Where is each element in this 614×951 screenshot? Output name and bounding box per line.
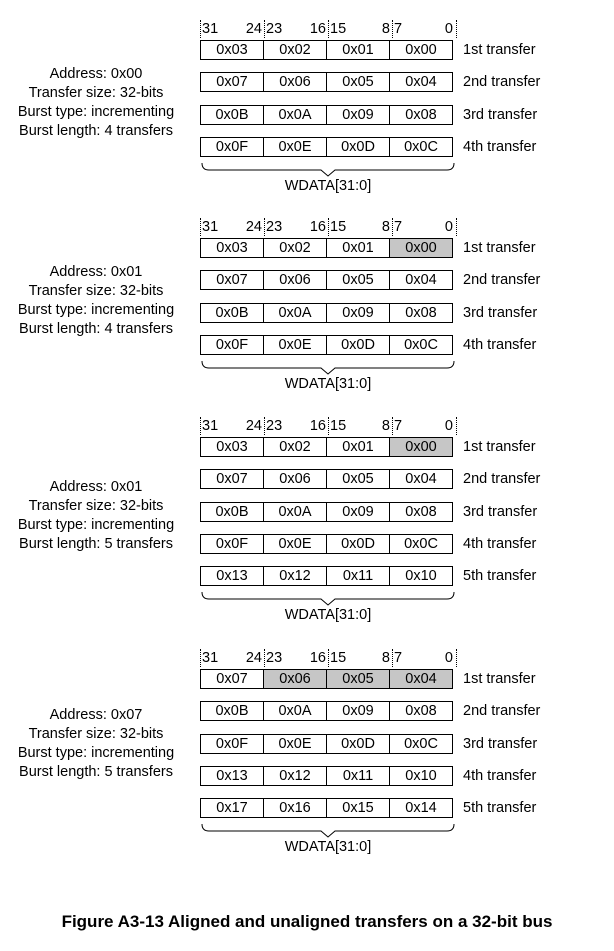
bit-number-label: 15 [330,418,347,434]
transfer-row [200,40,453,60]
byte-cell: 0x02 [263,437,327,457]
burst-type-text: Burst type: incrementing [17,745,175,761]
byte-lane-divider [392,218,393,236]
byte-cell: 0x02 [263,238,327,258]
bit-number-label: 7 [394,650,403,666]
byte-lane-divider [200,218,201,236]
bus-label: WDATA[31:0] [284,376,372,392]
bit-number-label: 23 [266,650,283,666]
byte-cell: 0x09 [326,701,390,721]
transfer-size-text: Transfer size: 32-bits [28,498,164,514]
bit-number-label: 7 [394,21,403,37]
bit-number-label: 24 [245,650,262,666]
bit-position-header [200,218,456,236]
transfer-label: 4th transfer [463,768,537,784]
transfer-row [200,72,453,92]
byte-cell: 0x0A [263,303,327,323]
bit-number-label: 16 [309,21,326,37]
byte-cell: 0x05 [326,270,390,290]
byte-cell: 0x00 [389,40,453,60]
byte-cell: 0x12 [263,766,327,786]
byte-cell-active: 0x06 [263,669,327,689]
byte-cell: 0x13 [200,766,264,786]
transfer-row [200,238,453,258]
byte-cell: 0x07 [200,72,264,92]
transfer-row [200,502,453,522]
byte-cell: 0x09 [326,105,390,125]
bit-number-label: 23 [266,219,283,235]
byte-cell: 0x0E [263,734,327,754]
byte-cell: 0x07 [200,469,264,489]
byte-cell: 0x0A [263,701,327,721]
byte-cell-active: 0x04 [389,669,453,689]
bit-number-label: 31 [202,21,219,37]
byte-lane-divider [328,218,329,236]
byte-cell: 0x0B [200,701,264,721]
byte-cell-active: 0x05 [326,669,390,689]
bit-number-label: 8 [381,219,390,235]
transfer-row [200,798,453,818]
figure-caption: Figure A3-13 Aligned and unaligned transfers on a 32-bit bus [61,912,553,931]
byte-cell: 0x0E [263,137,327,157]
transfer-row [200,335,453,355]
transfer-size-text: Transfer size: 32-bits [28,283,164,299]
byte-cell: 0x06 [263,469,327,489]
address-text: Address: 0x07 [49,707,143,723]
byte-lane-divider [392,20,393,38]
transfer-row [200,469,453,489]
byte-lane-divider [328,649,329,667]
transfer-row [200,105,453,125]
transfer-label: 4th transfer [463,139,537,155]
byte-cell: 0x05 [326,469,390,489]
transfer-row [200,437,453,457]
byte-cell: 0x10 [389,566,453,586]
burst-length-text: Burst length: 5 transfers [19,536,173,552]
transfer-row [200,566,453,586]
transfer-label: 2nd transfer [463,74,541,90]
bit-position-header [200,649,456,667]
byte-cell: 0x08 [389,502,453,522]
bit-number-label: 15 [330,21,347,37]
transfer-label: 3rd transfer [463,107,538,123]
byte-cell: 0x11 [326,566,390,586]
address-text: Address: 0x01 [49,264,143,280]
burst-type-text: Burst type: incrementing [17,517,175,533]
address-text: Address: 0x00 [49,66,143,82]
byte-lane-divider [264,649,265,667]
burst-description [0,478,192,554]
byte-cell: 0x08 [389,105,453,125]
byte-cell: 0x0A [263,502,327,522]
bit-position-header [200,417,456,435]
byte-cell: 0x0D [326,534,390,554]
byte-cell: 0x02 [263,40,327,60]
byte-cell: 0x0C [389,137,453,157]
transfer-size-text: Transfer size: 32-bits [28,726,164,742]
byte-cell: 0x09 [326,303,390,323]
transfer-label: 1st transfer [463,240,536,256]
bus-label: WDATA[31:0] [284,839,372,855]
byte-cell: 0x0C [389,734,453,754]
byte-cell: 0x0F [200,534,264,554]
byte-cell: 0x03 [200,40,264,60]
byte-cell: 0x11 [326,766,390,786]
byte-cell: 0x15 [326,798,390,818]
bit-number-label: 31 [202,418,219,434]
burst-type-text: Burst type: incrementing [17,302,175,318]
bit-number-label: 8 [381,21,390,37]
bit-number-label: 15 [330,219,347,235]
burst-description [0,263,192,339]
bit-number-label: 0 [444,650,453,666]
byte-cell: 0x04 [389,72,453,92]
transfer-label: 1st transfer [463,671,536,687]
byte-lane-divider [200,417,201,435]
bus-width-brace [201,824,455,838]
bit-number-label: 23 [266,21,283,37]
transfer-row [200,137,453,157]
burst-length-text: Burst length: 4 transfers [19,123,173,139]
byte-cell-active: 0x00 [389,238,453,258]
bit-number-label: 8 [381,418,390,434]
transfer-label: 3rd transfer [463,736,538,752]
byte-cell: 0x06 [263,72,327,92]
bit-number-label: 8 [381,650,390,666]
byte-cell: 0x0F [200,335,264,355]
byte-lane-divider [456,649,457,667]
transfer-row [200,701,453,721]
bit-number-label: 7 [394,219,403,235]
transfer-row [200,534,453,554]
transfer-label: 3rd transfer [463,504,538,520]
bit-number-label: 24 [245,21,262,37]
byte-lane-divider [456,417,457,435]
byte-cell: 0x17 [200,798,264,818]
byte-cell: 0x04 [389,469,453,489]
byte-lane-divider [328,417,329,435]
bus-width-brace [201,361,455,375]
byte-cell: 0x04 [389,270,453,290]
byte-cell: 0x0D [326,137,390,157]
byte-cell: 0x14 [389,798,453,818]
byte-cell: 0x07 [200,669,264,689]
bit-number-label: 0 [444,418,453,434]
bit-number-label: 7 [394,418,403,434]
bus-label: WDATA[31:0] [284,607,372,623]
byte-cell: 0x01 [326,437,390,457]
bit-number-label: 31 [202,650,219,666]
address-text: Address: 0x01 [49,479,143,495]
byte-lane-divider [456,218,457,236]
transfer-label: 2nd transfer [463,272,541,288]
byte-cell: 0x0F [200,734,264,754]
byte-lane-divider [392,417,393,435]
byte-lane-divider [200,649,201,667]
byte-cell: 0x0B [200,502,264,522]
transfer-size-text: Transfer size: 32-bits [28,85,164,101]
byte-cell: 0x0B [200,105,264,125]
byte-lane-divider [264,20,265,38]
byte-cell: 0x12 [263,566,327,586]
bit-number-label: 24 [245,219,262,235]
byte-lane-divider [456,20,457,38]
bit-number-label: 24 [245,418,262,434]
bus-width-brace [201,163,455,177]
byte-cell: 0x01 [326,238,390,258]
transfer-label: 4th transfer [463,536,537,552]
byte-cell: 0x0D [326,734,390,754]
byte-cell: 0x16 [263,798,327,818]
bit-number-label: 16 [309,219,326,235]
byte-cell: 0x0F [200,137,264,157]
byte-cell: 0x01 [326,40,390,60]
burst-description [0,706,192,782]
byte-cell: 0x0C [389,335,453,355]
transfer-label: 5th transfer [463,568,537,584]
transfer-label: 5th transfer [463,800,537,816]
transfer-row [200,270,453,290]
byte-cell: 0x07 [200,270,264,290]
transfer-label: 3rd transfer [463,305,538,321]
bit-number-label: 0 [444,21,453,37]
byte-lane-divider [264,417,265,435]
byte-cell: 0x0C [389,534,453,554]
transfer-row [200,734,453,754]
transfer-label: 4th transfer [463,337,537,353]
transfer-row [200,766,453,786]
bit-number-label: 23 [266,418,283,434]
byte-cell: 0x0E [263,534,327,554]
bus-label: WDATA[31:0] [284,178,372,194]
byte-cell: 0x0A [263,105,327,125]
byte-cell: 0x0E [263,335,327,355]
byte-lane-divider [200,20,201,38]
byte-cell: 0x06 [263,270,327,290]
byte-cell: 0x08 [389,303,453,323]
transfer-label: 2nd transfer [463,471,541,487]
bus-width-brace [201,592,455,606]
byte-cell: 0x08 [389,701,453,721]
transfer-label: 2nd transfer [463,703,541,719]
byte-cell: 0x05 [326,72,390,92]
bit-number-label: 15 [330,650,347,666]
bit-number-label: 0 [444,219,453,235]
byte-lane-divider [328,20,329,38]
byte-cell: 0x10 [389,766,453,786]
bit-position-header [200,20,456,38]
transfer-row [200,303,453,323]
byte-cell: 0x13 [200,566,264,586]
byte-lane-divider [392,649,393,667]
bit-number-label: 31 [202,219,219,235]
byte-cell: 0x0B [200,303,264,323]
burst-length-text: Burst length: 5 transfers [19,764,173,780]
byte-cell: 0x09 [326,502,390,522]
bit-number-label: 16 [309,418,326,434]
byte-cell: 0x03 [200,437,264,457]
byte-cell-active: 0x00 [389,437,453,457]
burst-type-text: Burst type: incrementing [17,104,175,120]
burst-description [0,65,192,141]
byte-cell: 0x0D [326,335,390,355]
transfer-label: 1st transfer [463,439,536,455]
burst-length-text: Burst length: 4 transfers [19,321,173,337]
bit-number-label: 16 [309,650,326,666]
byte-cell: 0x03 [200,238,264,258]
transfer-label: 1st transfer [463,42,536,58]
transfer-row [200,669,453,689]
byte-lane-divider [264,218,265,236]
